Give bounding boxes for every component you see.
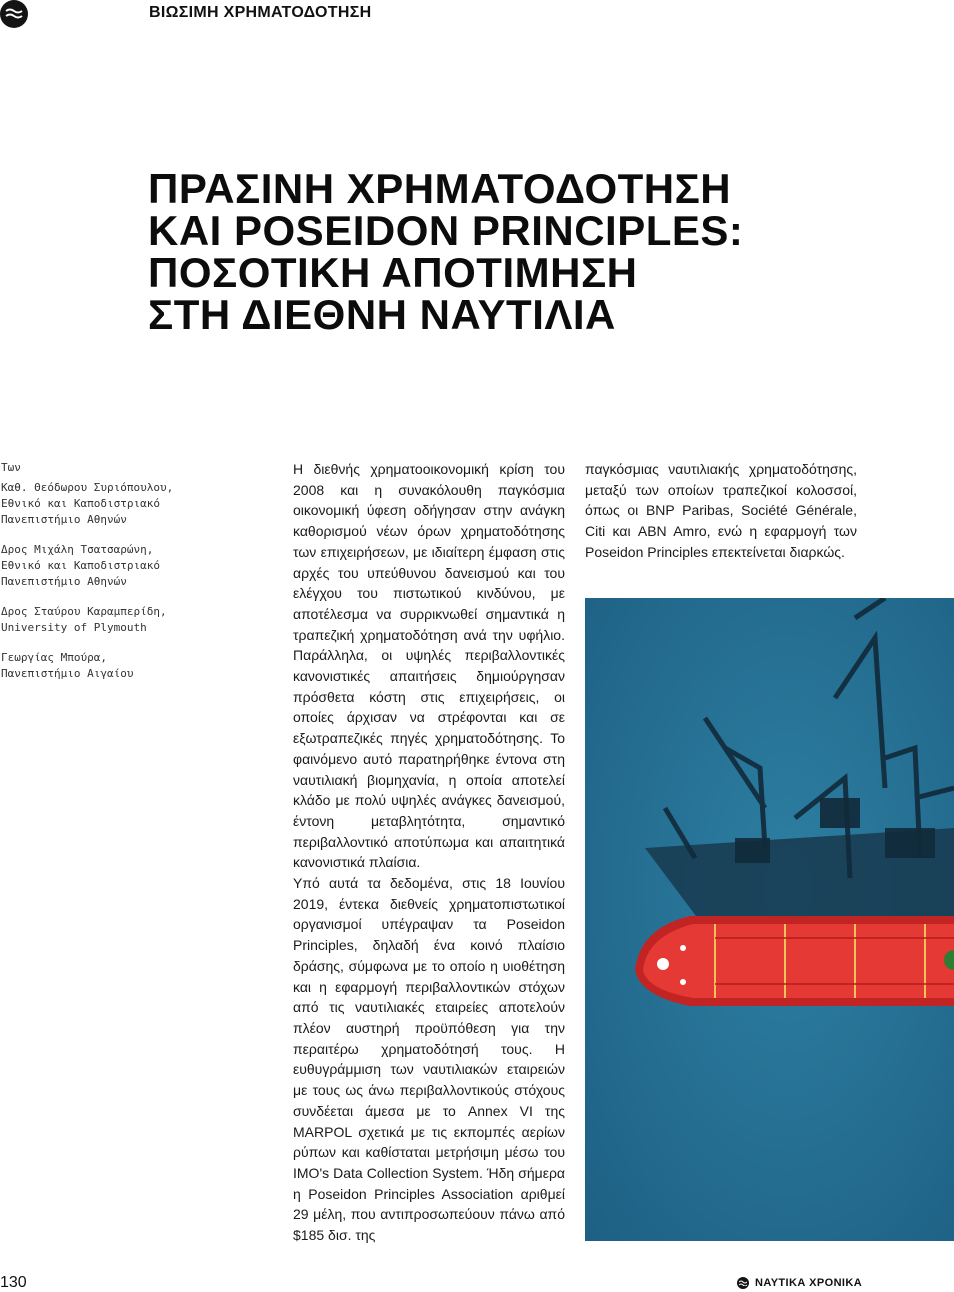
byline-intro: Των <box>1 461 21 474</box>
body-column-1 <box>293 459 565 1246</box>
author-entry <box>1 604 231 636</box>
author-name: Δρος Μιχάλη Τσατσαρώνη, <box>1 543 154 556</box>
title-line: ΠΟΣΟΤΙΚΗ ΑΠΟΤΙΜΗΣΗ <box>148 249 638 296</box>
author-entry <box>1 480 231 528</box>
author-byline <box>1 460 231 696</box>
author-affiliation: University of Plymouth <box>1 621 147 634</box>
title-line: ΚΑΙ POSEIDON PRINCIPLES: <box>148 207 744 254</box>
author-name: Γεωργίας Μπούρα, <box>1 651 107 664</box>
author-entry <box>1 542 231 590</box>
section-label: ΒΙΩΣΙΜΗ ΧΡΗΜΑΤΟΔΟΤΗΣΗ <box>149 4 372 21</box>
author-affiliation: Πανεπιστήμιο Αιγαίου <box>1 667 134 680</box>
brand-name: ΝΑΥΤΙΚΑ ΧΡΟΝΙΚΑ <box>755 1277 863 1289</box>
article-title <box>148 165 868 338</box>
author-affiliation: Πανεπιστήμιο Αθηνών <box>1 513 127 526</box>
aerial-ship-photo <box>585 598 954 1241</box>
body-column-2 <box>585 459 857 563</box>
title-line: ΠΡΑΣΙΝΗ ΧΡΗΜΑΤΟΔΟΤΗΣΗ <box>148 165 732 212</box>
body-paragraph: Η διεθνής χρηματοοικονομική κρίση του 2008 και η συνακόλουθη παγκόσμια οικονομική ύφεση οδήγησαν στην ανάγκη καθορισμού νέων όρων χρηματοδότησης των επιχειρήσεων, με ιδιαίτερη έμφαση στις αρχές του υπεύθυνου δανεισμού και του ελέγχου του πιστωτικού κινδύνου, με αποτέλεσμα να συρρικνωθεί σημαντικά η τραπεζική χρηματοδότηση ανά την υφήλιο. Παράλληλα, οι υψηλές περιβαλλοντικές κανονιστικές απαιτήσεις δημιούργησαν πρόσθετα κόστη στις επιχειρήσεις, οι οποίες άρχισαν να στρέφονται και σε εξωτραπεζικές πηγές χρηματοδότησης. Το φαινόμενο αυτό παρατηρήθηκε έντονα στη ναυτιλιακή βιομηχανία, η οποία αποτελεί κλάδο με πολύ υψηλές ανάγκες δανεισμού, έντονη μεταβλητότητα, σημαντικό περιβαλλοντικό αποτύπωμα και απαιτητικά κανονιστικά πλαίσια. <box>293 461 565 871</box>
author-affiliation: Εθνικό και Καποδιστριακό <box>1 497 160 510</box>
wave-logo-icon <box>0 0 28 28</box>
brand-footer <box>737 1275 862 1291</box>
page-number: 130 <box>0 1274 27 1291</box>
author-entry <box>1 650 231 682</box>
brand-logo-icon <box>737 1277 749 1289</box>
body-paragraph: Υπό αυτά τα δεδομένα, στις 18 Ιουνίου 2019, έντεκα διεθνείς χρηματοπιστωτικοί οργανισμοί υπέγραψαν τα Poseidon Principles, δηλαδή ένα κοινό πλαίσιο δράσης, σύμφωνα με το οποίο η υιοθέτηση και η εφαρμογή περιβαλλοντικών στόχων από τις ναυτιλιακές εταιρείες αποτελούν πλέον αυστηρή προϋπόθεση για την περαιτέρω χρηματοδότησή τους. Η ευθυγράμμιση των ναυτιλιακών εταιρειών με τους ως άνω περιβαλλοντικούς στόχους συνδέεται άμεσα με το Annex VI της MARPOL σχετικά με τις εκπομπές αερίων ρύπων και καθίσταται μετρήσιμη μέσω του IMO's Data Collection System. Ήδη σήμερα η Poseidon Principles Association αριθμεί 29 μέλη, που αντιπροσωπεύουν πάνω από $185 δισ. της <box>293 875 565 1244</box>
author-affiliation: Πανεπιστήμιο Αθηνών <box>1 575 127 588</box>
author-name: Καθ. Θεόδωρου Συριόπουλου, <box>1 481 174 494</box>
body-paragraph: παγκόσμιας ναυτιλιακής χρηματοδότησης, μεταξύ των οποίων τραπεζικοί κολοσσοί, όπως οι BNP Paribas, Société Générale, Citi και ABN Amro, ενώ η εφαρμογή των Poseidon Principles επεκτείνεται διαρκώς. <box>585 461 857 560</box>
title-line: ΣΤΗ ΔΙΕΘΝΗ ΝΑΥΤΙΛΙΑ <box>148 291 616 338</box>
author-name: Δρος Σταύρου Καραμπερίδη, <box>1 605 167 618</box>
author-affiliation: Εθνικό και Καποδιστριακό <box>1 559 160 572</box>
